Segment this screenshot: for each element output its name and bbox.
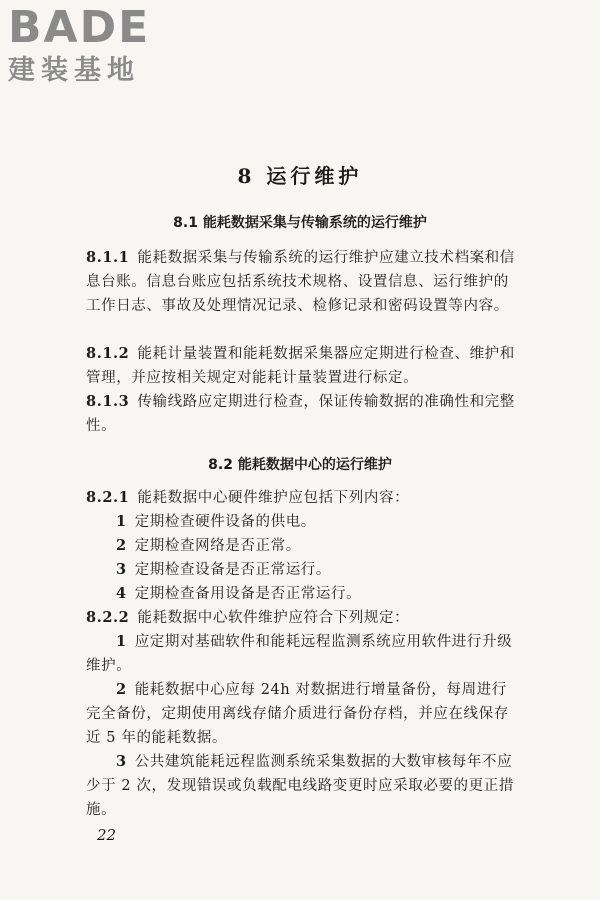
list-item — [86, 678, 516, 750]
list-item — [86, 558, 516, 582]
chapter-title: 8 运行维护 — [237, 164, 363, 188]
clause-number: 8.2.2 — [86, 609, 130, 626]
item-text: 定期检查硬件设备的供电。 — [134, 514, 316, 530]
page-number: 22 — [97, 826, 117, 844]
item-number: 1 — [116, 633, 127, 650]
list-item — [86, 630, 516, 678]
item-number: 2 — [116, 537, 127, 554]
clause-text: 能耗数据中心软件维护应符合下列规定： — [137, 610, 410, 626]
section-8-2-title: 8.2 能耗数据中心的运行维护 — [208, 457, 392, 473]
item-text: 定期检查网络是否正常。 — [134, 538, 301, 554]
clause-text: 能耗计量装置和能耗数据采集器应定期进行检查、维护和管理，并应按相关规定对能耗计量装置进行标定。 — [86, 346, 515, 386]
clause-8-2-2 — [86, 606, 516, 630]
item-number: 1 — [116, 513, 127, 530]
item-text: 公共建筑能耗远程监测系统采集数据的大数审核每年不应少于 2 次，发现错误或负载配电线路变更时应采取必要的更正措施。 — [86, 754, 514, 818]
item-number: 3 — [116, 561, 127, 578]
clause-8-2-1 — [86, 486, 516, 510]
item-text: 定期检查设备是否正常运行。 — [134, 562, 332, 578]
item-number: 3 — [116, 753, 127, 770]
item-number: 2 — [116, 681, 127, 698]
list-item — [86, 750, 516, 822]
brand-logo — [8, 2, 151, 88]
clause-text: 传输线路应定期进行检查，保证传输数据的准确性和完整性。 — [86, 394, 515, 434]
list-item — [86, 582, 516, 606]
clause-8-1-2 — [86, 342, 516, 390]
clause-number: 8.1.3 — [86, 393, 130, 410]
logo-brand-text: BADE — [8, 2, 151, 53]
section-8-1-title: 8.1 能耗数据采集与传输系统的运行维护 — [173, 215, 427, 231]
clause-text: 能耗数据中心硬件维护应包括下列内容： — [137, 490, 410, 506]
clause-number: 8.2.1 — [86, 489, 130, 506]
logo-subtitle: 建装基地 — [8, 55, 140, 86]
item-number: 4 — [116, 585, 127, 602]
clause-number: 8.1.2 — [86, 345, 130, 362]
item-text: 定期检查备用设备是否正常运行。 — [134, 586, 362, 602]
list-item — [86, 534, 516, 558]
clause-text: 能耗数据采集与传输系统的运行维护应建立技术档案和信息台账。信息台账应包括系统技术规格、设置信息、运行维护的工作日志、事故及处理情况记录、检修记录和密码设置等内容。 — [86, 250, 515, 314]
clause-8-1-3 — [86, 390, 516, 438]
item-text: 应定期对基础软件和能耗远程监测系统应用软件进行升级维护。 — [86, 634, 513, 674]
clause-number: 8.1.1 — [86, 249, 130, 266]
list-item — [86, 510, 516, 534]
clause-8-1-1 — [86, 246, 516, 318]
item-text: 能耗数据中心应每 24h 对数据进行增量备份，每周进行完全备份，定期使用离线存储介质进行备份存档，并应在线保存近 5 年的能耗数据。 — [86, 682, 509, 746]
